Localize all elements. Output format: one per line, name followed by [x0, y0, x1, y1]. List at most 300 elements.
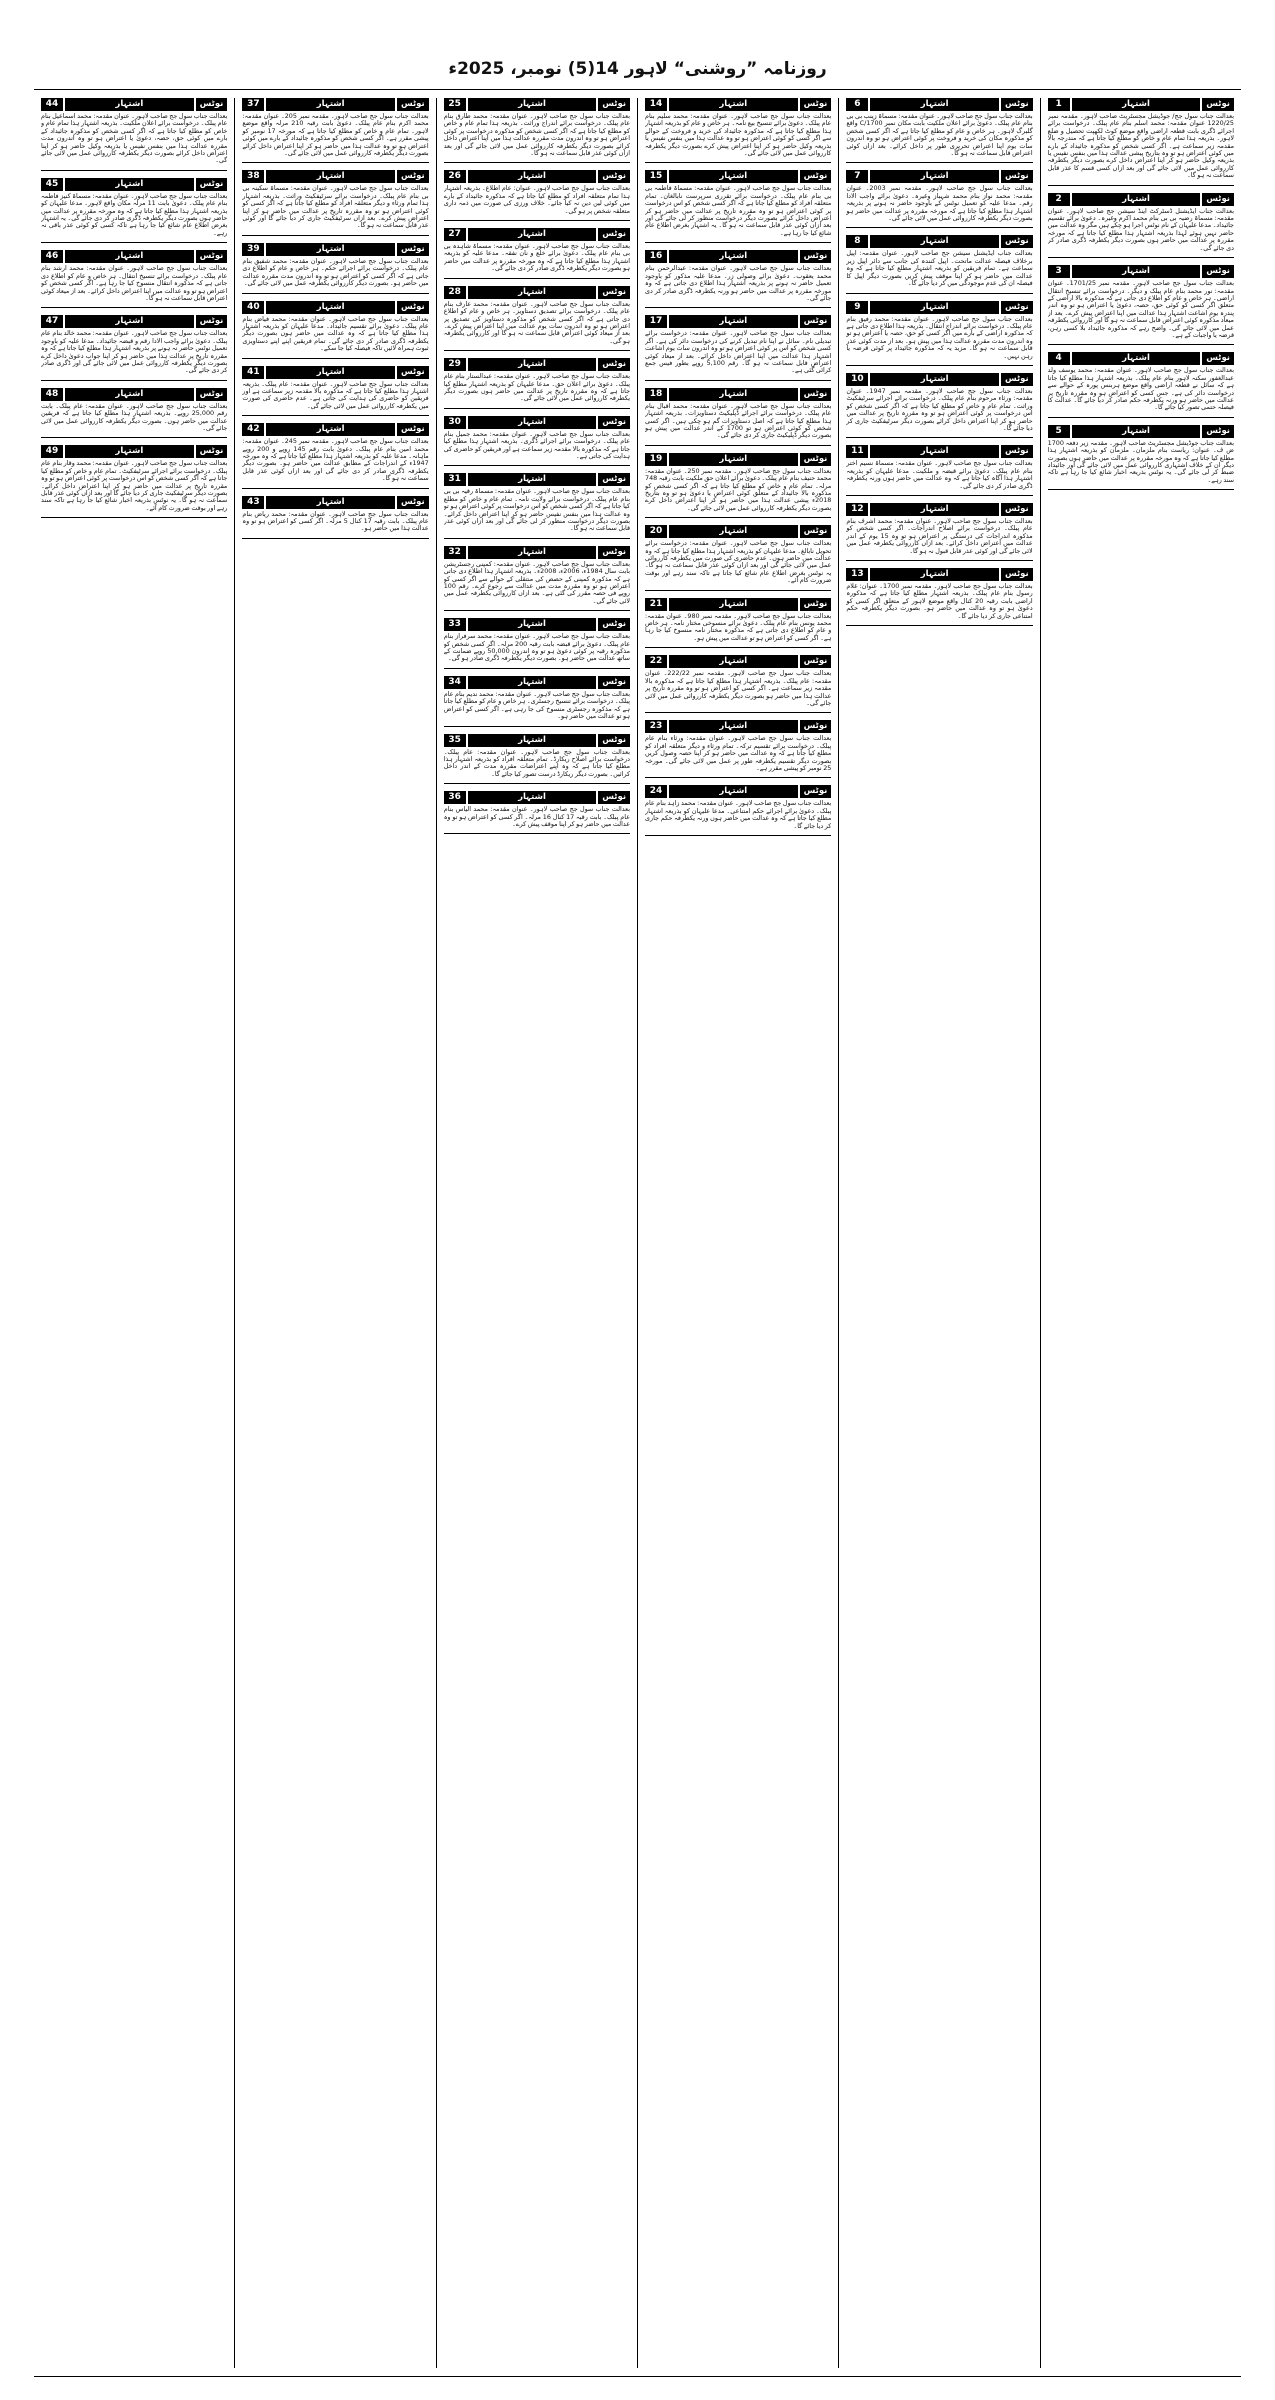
- notice-paragraph: بعدالت جناب سول جج صاحب لاہور۔ عنوان مقدمہ: مسماۃ کنیز فاطمہ بنام عام پبلک۔ دعویٰ بابت 11 مرلہ مکان واقع لاہور۔ مدعا علیہان کو بذریعہ اشتہار ہذا مطلع کیا جاتا ہے کہ وہ مورخہ مقررہ پر عدالت میں حاضر ہوں بصورت دیگر یکطرفہ ڈگری صادر کر دی جائے گی۔ یہ اشتہار بغرض اطلاع عام شائع کیا جا رہا ہے تاکہ کسی کو کوئی عذر باقی نہ رہے۔: [41, 192, 228, 237]
- notice-label: نوٹس: [397, 170, 429, 183]
- notice-divider: [444, 783, 630, 784]
- notice-header: [41, 445, 227, 458]
- notice-title: اشتہار: [1072, 425, 1201, 438]
- legal-notice: [444, 170, 630, 221]
- notice-label: نوٹس: [800, 170, 832, 183]
- notice-title: اشتہار: [65, 98, 194, 111]
- notice-number: 22: [645, 655, 667, 668]
- notice-label: نوٹس: [598, 618, 630, 631]
- notice-body: [444, 749, 630, 781]
- notice-label: نوٹس: [598, 416, 630, 429]
- notice-body: [242, 511, 428, 535]
- notice-header: [645, 250, 831, 263]
- notice-header: [645, 785, 831, 798]
- notice-header: [444, 734, 630, 747]
- notice-body: [444, 431, 630, 463]
- notice-paragraph: بعدالت جناب سول جج صاحب لاہور۔ عنوان مقدمہ: محمد الیاس بنام عام پبلک۔ بابت رقبہ 17 کنال 16 مرلہ۔ اگر کسی کو اعتراض ہو تو وہ عدالت میں حاضر ہو کر اپنا موقف پیش کرے۔: [443, 806, 631, 828]
- notice-title: اشتہار: [266, 98, 395, 111]
- notice-header: [41, 98, 227, 111]
- notice-paragraph: بعدالت جناب سول جج صاحب لاہور۔ عنوان مقدمہ: درخواست برائے تحویل نابالغ۔ مدعا علیہان کو بذریعہ اشتہار ہذا مطلع کیا جاتا ہے کہ وہ عدالت میں حاضر ہوں۔ عدم حاضری کی صورت میں یکطرفہ کارروائی عمل میں لائی جائے گی اور بعد ازاں کوئی عذر قابل سماعت نہ ہو گا۔ یہ نوٹس بغرض اطلاع عام شائع کیا جاتا ہے تاکہ سند رہے اور بوقت ضرورت کام آئے۔: [645, 540, 832, 585]
- notice-title: اشتہار: [669, 785, 798, 798]
- notice-body: [645, 185, 831, 239]
- notice-divider: [41, 517, 227, 518]
- notice-number: 18: [645, 388, 667, 401]
- notice-number: 20: [645, 525, 667, 538]
- notice-title: اشتہار: [669, 170, 798, 183]
- notice-header: [444, 170, 630, 183]
- notice-divider: [444, 610, 630, 611]
- notice-title: اشتہار: [870, 445, 999, 458]
- notice-header: [645, 720, 831, 733]
- notice-divider: [846, 560, 1032, 561]
- legal-notice: [242, 496, 428, 539]
- notice-body: [645, 403, 831, 442]
- notice-label: نوٹس: [1001, 98, 1033, 111]
- notice-title: اشتہار: [468, 416, 597, 429]
- notice-label: نوٹس: [598, 473, 630, 486]
- legal-notice: [645, 720, 831, 778]
- notice-divider: [242, 488, 428, 489]
- notice-number: 2: [1048, 193, 1070, 206]
- notice-divider: [846, 293, 1032, 294]
- legal-notice: [1048, 265, 1234, 345]
- notice-paragraph: بعدالت جناب سول جج صاحب لاہور۔ عنوان مقدمہ: ورثاء بنام عام پبلک۔ درخواست برائے تقسیم ترکہ۔ تمام ورثاء و دیگر متعلقہ افراد کو مطلع کیا جاتا ہے کہ وہ عدالت میں حاضر ہو کر اپنا حصہ وصول کریں بصورت دیگر تقسیم یکطرفہ طور پر عمل میں لائی جائے گی۔ مورخہ 25 نومبر کو پیشی مقرر ہے۔: [645, 735, 832, 772]
- notice-title: اشتہار: [468, 676, 597, 689]
- notice-header: [645, 388, 831, 401]
- notice-body: [645, 330, 831, 376]
- notice-label: نوٹس: [598, 358, 630, 371]
- notice-header: [1048, 265, 1234, 278]
- legal-notice: [242, 243, 428, 294]
- notice-title: اشتہار: [1072, 98, 1201, 111]
- notice-header: [645, 598, 831, 611]
- legal-notice: [1048, 425, 1234, 490]
- notice-number: 29: [444, 358, 466, 371]
- notice-paragraph: بعدالت جناب سول جج صاحب لاہور۔ عنوان مقدمہ: مسماۃ شاہدہ بی بی بنام عام پبلک۔ دعویٰ برائے خلع و نان نفقہ۔ مدعا علیہ کو بذریعہ اشتہار ہذا مطلع کیا جاتا ہے کہ وہ مورخہ مقررہ پر عدالت میں حاضر ہو بصورت دیگر یکطرفہ ڈگری صادر کر دی جائے گی۔: [443, 243, 631, 273]
- legal-notice: [645, 98, 831, 163]
- notice-header: [242, 366, 428, 379]
- notice-header: [444, 98, 630, 111]
- notice-body: [645, 800, 831, 832]
- legal-notice: [444, 676, 630, 727]
- notice-paragraph: بعدالت جناب سول جج صاحب لاہور۔ عنوان مقدمہ: مسماۃ زینب بی بی بنام عام پبلک۔ دعویٰ برائے اعلان ملکیت بابت مکان نمبر 1700/C واقع گلبرگ لاہور۔ ہر خاص و عام کو مطلع کیا جاتا ہے کہ اگر کسی شخص کو مذکورہ مکان کی خرید و فروخت پر کوئی اعتراض ہو تو وہ اندرون سات یوم اپنا اعتراض تحریری طور پر داخل کرائے۔ بعد ازاں کوئی اعتراض قابل سماعت نہ ہو گا۔: [846, 113, 1033, 158]
- notice-body: [1048, 113, 1234, 182]
- notice-label: نوٹس: [800, 388, 832, 401]
- notice-body: [41, 113, 227, 167]
- notice-title: اشتہار: [65, 388, 194, 401]
- notice-title: اشتہار: [468, 228, 597, 241]
- notice-label: نوٹس: [598, 734, 630, 747]
- notice-body: [1048, 367, 1234, 413]
- notice-body: [242, 258, 428, 290]
- notice-number: 36: [444, 791, 466, 804]
- newspaper-column: [34, 98, 234, 2368]
- notice-title: اشتہار: [266, 170, 395, 183]
- notice-body: [645, 670, 831, 709]
- notice-header: [444, 676, 630, 689]
- notice-body: [242, 381, 428, 413]
- notice-body: [242, 438, 428, 484]
- notice-body: [444, 185, 630, 217]
- notice-number: 11: [846, 445, 868, 458]
- notice-body: [645, 265, 831, 304]
- notice-number: 13: [846, 568, 868, 581]
- notice-label: نوٹس: [397, 366, 429, 379]
- notice-paragraph: بعدالت جناب سول جج صاحب لاہور۔ عنوان مقدمہ: محمد اسماعیل بنام عام پبلک۔ درخواست برائے اعلان ملکیت۔ بذریعہ اشتہار ہذا تمام عام و خاص کو مطلع کیا جاتا ہے کہ اگر کسی شخص کو مذکورہ جائیداد کے بارے میں کوئی حق، حصہ، دعویٰ یا اعتراض ہو تو وہ اندرون مدت مقررہ عدالت ہذا میں بنفس نفیس یا بذریعہ وکیل حاضر ہو کر اپنا اعتراض داخل کرائے بصورت دیگر یکطرفہ کارروائی عمل میں لائی جائے گی۔: [41, 113, 228, 165]
- legal-notice: [444, 618, 630, 669]
- notice-body: [41, 460, 227, 514]
- notice-header: [41, 315, 227, 328]
- legal-notice: [846, 503, 1032, 561]
- notice-number: 3: [1048, 265, 1070, 278]
- notice-paragraph: بعدالت جناب سول جج صاحب لاہور۔ مقدمہ نمبر 980۔ عنوان مقدمہ: محمد یونس بنام عام پبلک۔ دعویٰ برائے منسوخی مختار نامہ۔ ہر خاص و عام کو اطلاع دی جاتی ہے کہ مذکورہ مختار نامہ منسوخ کیا جا رہا ہے۔ اگر کسی کو اعتراض ہو تو عدالت میں پیش ہو۔: [645, 612, 832, 642]
- notice-number: 15: [645, 170, 667, 183]
- notice-header: [444, 286, 630, 299]
- notice-body: [846, 250, 1032, 289]
- notice-label: نوٹس: [196, 250, 228, 263]
- notice-body: [846, 518, 1032, 557]
- notice-header: [1048, 425, 1234, 438]
- notice-title: اشتہار: [669, 98, 798, 111]
- legal-notice: [242, 98, 428, 163]
- notice-header: [444, 618, 630, 631]
- notice-divider: [846, 365, 1032, 366]
- notice-divider: [846, 625, 1032, 626]
- legal-notice: [645, 453, 831, 518]
- notice-label: نوٹس: [598, 286, 630, 299]
- notice-title: اشتہار: [468, 286, 597, 299]
- notice-number: 30: [444, 416, 466, 429]
- notice-header: [1048, 193, 1234, 206]
- notice-header: [41, 178, 227, 191]
- notice-paragraph: بعدالت جناب ایڈیشنل سیشن جج صاحب لاہور۔ عنوان مقدمہ: اپیل برخلاف فیصلہ عدالت ماتحت۔ اپیل کنندہ کی جانب سے دائر اپیل زیر سماعت ہے۔ تمام فریقین کو بذریعہ اشتہار مطلع کیا جاتا ہے کہ وہ عدالت میں حاضر ہو کر اپنا موقف پیش کریں بصورت دیگر اپیل کا فیصلہ ان کی عدم موجودگی میں کر دیا جائے گا۔: [846, 250, 1033, 288]
- legal-notice: [444, 98, 630, 163]
- legal-notice: [645, 250, 831, 308]
- notice-number: 41: [242, 366, 264, 379]
- notice-number: 27: [444, 228, 466, 241]
- legal-notice: [1048, 98, 1234, 186]
- notice-number: 38: [242, 170, 264, 183]
- legal-notice: [846, 98, 1032, 163]
- notice-paragraph: بعدالت جناب سول جج صاحب لاہور۔ مقدمہ نمبر 1947۔ عنوان مقدمہ: ورثاء مرحوم بنام عام پبلک۔ درخواست برائے اجرائے سرٹیفکیٹ وراثت۔ تمام عام و خاص کو مطلع کیا جاتا ہے کہ اگر کسی شخص کو اس درخواست پر کوئی اعتراض ہو تو وہ مقررہ تاریخ پر عدالت میں حاضر ہو کر اپنا اعتراض داخل کرائے بصورت دیگر سرٹیفکیٹ جاری کر دیا جائے گا۔: [846, 387, 1033, 432]
- legal-notice: [846, 373, 1032, 438]
- notice-label: نوٹس: [800, 315, 832, 328]
- notice-body: [444, 243, 630, 275]
- notice-number: 49: [41, 445, 63, 458]
- notice-divider: [645, 307, 831, 308]
- notice-number: 34: [444, 676, 466, 689]
- notice-number: 25: [444, 98, 466, 111]
- legal-notice: [444, 546, 630, 611]
- legal-notice: [846, 445, 1032, 496]
- notice-number: 23: [645, 720, 667, 733]
- notice-divider: [242, 538, 428, 539]
- newspaper-column: [436, 98, 637, 2368]
- notice-divider: [41, 170, 227, 171]
- notice-divider: [1048, 344, 1234, 345]
- legal-notice: [444, 791, 630, 834]
- notice-number: 24: [645, 785, 667, 798]
- notice-header: [242, 170, 428, 183]
- notice-number: 17: [645, 315, 667, 328]
- notice-body: [242, 316, 428, 355]
- notice-body: [444, 373, 630, 405]
- legal-notice: [645, 525, 831, 590]
- legal-notice: [242, 170, 428, 235]
- notice-paragraph: بعدالت جناب سول جج صاحب لاہور۔ عنوان مقدمہ: محمد جمیل بنام عام پبلک۔ درخواست برائے اجرائے ڈگری۔ بذریعہ اشتہار ہذا مطلع کیا جاتا ہے کہ مذکورہ بالا مقدمہ زیر سماعت ہے اور فریقین کو حاضری کی ہدایت کی جاتی ہے۔: [443, 430, 631, 460]
- notice-label: نوٹس: [196, 388, 228, 401]
- notice-label: نوٹس: [598, 791, 630, 804]
- notice-header: [444, 546, 630, 559]
- legal-notice: [846, 170, 1032, 228]
- notice-label: نوٹس: [598, 170, 630, 183]
- notice-title: اشتہار: [266, 423, 395, 436]
- notice-divider: [242, 235, 428, 236]
- legal-notice: [444, 473, 630, 538]
- notice-body: [41, 403, 227, 435]
- notice-title: اشتہار: [669, 720, 798, 733]
- notice-body: [444, 301, 630, 347]
- notice-paragraph: بعدالت جناب سول جج صاحب لاہور۔ عنوان مقدمہ: محمد سلیم بنام عام پبلک۔ دعویٰ برائے تنسیخ بیع نامہ۔ ہر خاص و عام کو بذریعہ اشتہار ہذا مطلع کیا جاتا ہے کہ مذکورہ جائیداد کی خرید و فروخت کے حوالے سے اگر کسی کو کوئی اعتراض ہو تو وہ عدالت ہذا میں بنفس نفیس یا بذریعہ وکیل حاضر ہو کر اپنا اعتراض پیش کرے بصورت دیگر یکطرفہ کارروائی عمل میں لائی جائے گی۔: [645, 113, 832, 158]
- legal-notice: [41, 388, 227, 439]
- notice-divider: [242, 162, 428, 163]
- newspaper-column: [1040, 98, 1241, 2368]
- notice-header: [242, 301, 428, 314]
- notice-paragraph: بعدالت جناب سول جج صاحب لاہور۔ عنوان مقدمہ: کمپنی رجسٹریشن بابت سال 1984ء، 2006ء، 2008ء۔ بذریعہ اشتہار ہذا اطلاع دی جاتی ہے کہ مذکورہ کمپنی کے حصص کی منتقلی کے حوالے سے اگر کسی کو اعتراض ہو تو وہ مقررہ مدت میں عدالت سے رجوع کرے۔ رقم 100 روپے فی حصہ مقرر کی گئی ہے۔ بعد ازاں کارروائی یکطرفہ عمل میں لائی جائے گی۔: [443, 560, 631, 605]
- notice-divider: [645, 380, 831, 381]
- notice-paragraph: بعدالت جناب ایڈیشنل ڈسٹرکٹ اینڈ سیشن جج صاحب لاہور۔ عنوان مقدمہ: مسماۃ رضیہ بی بی بنام محمد اکرم وغیرہ۔ دعویٰ برائے تقسیم جائیداد۔ مدعا علیہان کے نام نوٹس اجرا ہو چکے ہیں مگر وہ عدالت میں حاضر نہیں ہوئے لہذا بذریعہ اشتہار ہذا مطلع کیا جاتا ہے کہ مورخہ مقررہ پر عدالت میں حاضر ہوں بصورت دیگر یکطرفہ ڈگری صادر کر دی جائے گی۔: [1047, 207, 1234, 252]
- notice-header: [242, 423, 428, 436]
- notice-title: اشتہار: [669, 315, 798, 328]
- notice-body: [242, 185, 428, 231]
- notice-label: نوٹس: [800, 720, 832, 733]
- notice-divider: [242, 358, 428, 359]
- notice-divider: [444, 220, 630, 221]
- notice-paragraph: بعدالت جناب سول جج صاحب لاہور۔ عنوان مقدمہ: محمد خالد بنام عام پبلک۔ دعویٰ برائے واجب الادا رقم و قبضہ جائیداد۔ مدعا علیہ کو باوجود تعمیل نوٹس حاضر نہ ہونے پر بذریعہ اشتہار ہذا مطلع کیا جاتا ہے کہ وہ مقررہ تاریخ پر عدالت ہذا میں حاضر ہو کر اپنا جواب دعویٰ داخل کرے بصورت دیگر یکطرفہ کارروائی عمل میں لائی جائے گی اور ڈگری صادر کر دی جائے گی۔: [41, 330, 228, 375]
- legal-notice: [645, 598, 831, 649]
- notice-title: اشتہار: [468, 170, 597, 183]
- notice-header: [1048, 98, 1234, 111]
- notice-divider: [645, 777, 831, 778]
- notice-divider: [645, 517, 831, 518]
- notice-title: اشتہار: [468, 546, 597, 559]
- legal-notice: [645, 388, 831, 446]
- notice-paragraph: بعدالت جناب سول جج صاحب لاہور۔ عنوان مقدمہ: محمد شفیق بنام عام پبلک۔ درخواست برائے اجرائے حکم۔ ہر خاص و عام کو اطلاع دی جاتی ہے کہ اگر کسی کو اعتراض ہو تو وہ اندرون مدت مقررہ عدالت میں حاضر ہو۔ بصورت دیگر کارروائی یکطرفہ عمل میں لائی جائے گی۔: [242, 257, 429, 288]
- newspaper-column: [838, 98, 1039, 2368]
- notice-title: اشتہار: [65, 445, 194, 458]
- notice-header: [444, 416, 630, 429]
- notice-title: اشتہار: [266, 496, 395, 509]
- notice-divider: [444, 833, 630, 834]
- legal-notice: [1048, 352, 1234, 417]
- notice-label: نوٹس: [1202, 193, 1234, 206]
- notice-divider: [444, 726, 630, 727]
- notice-header: [444, 791, 630, 804]
- notice-paragraph: بعدالت جناب سول جج صاحب لاہور۔ عنوان مقدمہ: مسماۃ نسیم اختر بنام عام پبلک۔ دعویٰ برائے قبضہ و ملکیت۔ مدعا علیہان کو بذریعہ اشتہار ہذا آگاہ کیا جاتا ہے کہ وہ عدالت میں حاضر ہوں ورنہ یکطرفہ ڈگری صادر کر دی جائے گی۔: [846, 460, 1033, 490]
- notice-divider: [645, 712, 831, 713]
- legal-notice: [41, 178, 227, 243]
- notice-header: [846, 301, 1032, 314]
- notice-label: نوٹس: [800, 453, 832, 466]
- notice-label: نوٹس: [1202, 352, 1234, 365]
- notice-paragraph: بعدالت جناب سول جج صاحب لاہور۔ مقدمہ نمبر 1701/25۔ عنوان مقدمہ: نور محمد بنام عام پبلک و دیگر۔ درخواست برائے تنسیخ انتقال اراضی۔ ہر خاص و عام کو اطلاع دی جاتی ہے کہ مذکورہ بالا اراضی کے متعلق اگر کسی کو کوئی حق، حصہ، دعویٰ یا اعتراض ہو تو وہ اندر پندرہ یوم اشاعت اشتہار ہذا عدالت میں اپنا اعتراض پیش کرے۔ بعد از میعاد مذکورہ کوئی اعتراض قابل سماعت نہ ہو گا اور کارروائی یکطرفہ عمل میں لائی جائے گی۔ واضح رہے کہ مذکورہ جائیداد بلا کسی رہن، قرضہ یا واجبات کے ہے۔: [1047, 280, 1234, 339]
- legal-notice: [242, 301, 428, 359]
- notice-paragraph: بعدالت جناب سول جج صاحب لاہور۔ عنوان مقدمہ: محمد سرفراز بنام عام پبلک۔ دعویٰ برائے قبضہ بابت رقبہ 200 مرلہ۔ اگر کسی شخص کو مذکورہ رقبہ پر کوئی دعویٰ ہو تو وہ اندرون 50,000 روپے ضمانت کے ساتھ عدالت میں حاضر ہو۔ بصورت دیگر یکطرفہ ڈگری صادر ہو گی۔: [443, 633, 631, 663]
- notice-label: نوٹس: [800, 785, 832, 798]
- notice-body: [645, 613, 831, 645]
- notice-header: [41, 388, 227, 401]
- notice-number: 9: [846, 301, 868, 314]
- masthead: [34, 58, 1241, 85]
- notice-paragraph: بعدالت جناب سول جج صاحب لاہور۔ عنوان مقدمہ: درخواست برائے تبدیلی نام۔ سائل نے اپنا نام تبدیل کرنے کی درخواست دائر کی ہے۔ اگر کسی شخص کو اس پر کوئی اعتراض ہو تو وہ اندرون سات یوم اشاعت اشتہار ہذا عدالت میں اپنا اعتراض داخل کرائے۔ بعد از میعاد کوئی اعتراض قابل سماعت نہ ہو گا۔ رقم 5,100 روپے بطور فیس جمع کرائی گئی ہے۔: [645, 330, 832, 375]
- notice-body: [645, 468, 831, 514]
- notice-divider: [645, 647, 831, 648]
- notice-paragraph: بعدالت جناب سول جج صاحب لاہور۔ عنوان: عام اطلاع۔ بذریعہ اشتہار ہذا تمام متعلقہ افراد کو مطلع کیا جاتا ہے کہ مذکورہ جائیداد کے بارے میں کوئی لین دین نہ کیا جائے۔ خلاف ورزی کی صورت میں ذمہ داری متعلقہ شخص پر ہو گی۔: [443, 185, 631, 215]
- legal-notice: [444, 228, 630, 279]
- notice-divider: [645, 590, 831, 591]
- legal-notice: [846, 235, 1032, 293]
- notice-title: اشتہار: [65, 250, 194, 263]
- notice-paragraph: بعدالت جناب سول جج صاحب لاہور۔ عنوان مقدمہ: مسماۃ سکینہ بی بی بنام عام پبلک۔ درخواست برائے سرٹیفکیٹ وراثت۔ بذریعہ اشتہار ہذا تمام ورثاء و دیگر متعلقہ افراد کو مطلع کیا جاتا ہے کہ اگر کسی کو کوئی اعتراض ہو تو وہ مقررہ تاریخ پر عدالت میں حاضر ہو کر اپنا اعتراض پیش کرے۔ بعد ازاں سرٹیفکیٹ جاری کر دیا جائے گا اور کوئی عذر قابل سماعت نہ ہو گا۔: [242, 185, 429, 230]
- notice-paragraph: بعدالت جناب سول جج صاحب لاہور۔ عنوان مقدمہ: محمد اقبال بنام عام پبلک۔ درخواست برائے اجرائے ڈپلیکیٹ دستاویزات۔ بذریعہ اشتہار ہذا مطلع کیا جاتا ہے کہ اصل دستاویزات گم ہو چکی ہیں۔ اگر کسی شخص کو کوئی اعتراض ہو تو 1700 کے اندر عدالت میں پیش ہو بصورت دیگر ڈپلیکیٹ جاری کر دی جائے گی۔: [645, 402, 832, 440]
- notice-label: نوٹس: [397, 301, 429, 314]
- notice-number: 1: [1048, 98, 1070, 111]
- notice-body: [444, 633, 630, 665]
- notice-label: نوٹس: [196, 445, 228, 458]
- notice-title: اشتہار: [669, 655, 798, 668]
- notice-number: 35: [444, 734, 466, 747]
- notice-header: [242, 243, 428, 256]
- notice-title: اشتہار: [870, 301, 999, 314]
- notice-label: نوٹس: [1202, 425, 1234, 438]
- notice-body: [846, 460, 1032, 492]
- notice-body: [846, 316, 1032, 362]
- notice-label: نوٹس: [1202, 98, 1234, 111]
- notice-header: [41, 250, 227, 263]
- notice-divider: [41, 242, 227, 243]
- notice-divider: [444, 465, 630, 466]
- notice-title: اشتہار: [468, 791, 597, 804]
- notice-body: [242, 113, 428, 159]
- notice-divider: [41, 307, 227, 308]
- notice-label: نوٹس: [397, 496, 429, 509]
- notice-number: 45: [41, 178, 63, 191]
- newspaper-column: [637, 98, 838, 2368]
- notice-label: نوٹس: [800, 655, 832, 668]
- notice-paragraph: بعدالت جناب سول جج صاحب لاہور۔ مقدمہ نمبر 222/22۔ عنوان مقدمہ: عام پبلک۔ بذریعہ اشتہار ہذا مطلع کیا جاتا ہے کہ مذکورہ بالا مقدمہ زیر سماعت ہے۔ اگر کسی کو اعتراض ہو تو وہ مقررہ تاریخ پر عدالت ہذا میں حاضر ہو بصورت دیگر یکطرفہ کارروائی عمل میں لائی جائے گی۔: [645, 670, 832, 707]
- notice-header: [846, 568, 1032, 581]
- notice-body: [41, 193, 227, 239]
- notice-header: [444, 228, 630, 241]
- notice-title: اشتہار: [669, 598, 798, 611]
- notice-number: 19: [645, 453, 667, 466]
- notice-label: نوٹس: [800, 250, 832, 263]
- notice-paragraph: بعدالت جناب سول جج صاحب لاہور۔ مقدمہ نمبر 245۔ عنوان مقدمہ: محمد امین بنام عام پبلک۔ دعویٰ بابت رقم 145 روپے و 200 روپے ماہانہ۔ مدعا علیہ کو بذریعہ اشتہار ہذا مطلع کیا جاتا ہے کہ وہ مورخہ 1947ء کے اندراجات کے مطابق عدالت میں حاضر ہو۔ بصورت دیگر یکطرفہ ڈگری صادر کر دی جائے گی اور بعد ازاں کوئی عذر قابل سماعت نہ ہو گا۔: [242, 438, 429, 483]
- notice-divider: [1048, 417, 1234, 418]
- notice-header: [846, 445, 1032, 458]
- notice-divider: [846, 437, 1032, 438]
- notice-divider: [645, 835, 831, 836]
- notice-title: اشتہار: [468, 98, 597, 111]
- notice-title: اشتہار: [870, 373, 999, 386]
- notice-label: نوٹس: [1001, 503, 1033, 516]
- notice-title: اشتہار: [468, 618, 597, 631]
- notice-divider: [444, 278, 630, 279]
- notice-paragraph: بعدالت جناب سول جج صاحب لاہور۔ عنوان مقدمہ: محمد زاہد بنام عام پبلک۔ دعویٰ برائے اجرائے حکم امتناعی۔ مدعا علیہان کو بذریعہ اشتہار مطلع کیا جاتا ہے کہ وہ عدالت میں حاضر ہوں ورنہ یکطرفہ حکم جاری کر دیا جائے گا۔: [645, 800, 832, 830]
- notice-paragraph: بعدالت جناب سول جج صاحب لاہور۔ عنوان مقدمہ: محمد ریاض بنام عام پبلک۔ بابت رقبہ 17 کنال 5 مرلہ۔ اگر کسی کو اعتراض ہو تو وہ عدالت ہذا میں حاضر ہو۔: [242, 510, 429, 533]
- notice-divider: [1048, 185, 1234, 186]
- notice-number: 10: [846, 373, 868, 386]
- notice-number: 47: [41, 315, 63, 328]
- notice-body: [846, 113, 1032, 159]
- notice-paragraph: بعدالت جناب سول جج صاحب لاہور۔ مقدمہ نمبر 250۔ عنوان مقدمہ: محمد حنیف بنام عام پبلک۔ دعویٰ برائے اعلان حق ملکیت بابت رقبہ 748 مرلہ۔ تمام عام و خاص کو مطلع کیا جاتا ہے کہ اگر کسی شخص کو مذکورہ بالا جائیداد کے متعلق کوئی اعتراض یا دعویٰ ہو تو وہ بتاریخ 2018ء پیشی عدالت ہذا میں حاضر ہو کر اپنا اعتراض داخل کرے بصورت دیگر یکطرفہ کارروائی عمل میں لائی جائے گی۔: [645, 467, 832, 512]
- notice-divider: [1048, 489, 1234, 490]
- notice-body: [444, 691, 630, 723]
- notice-header: [846, 235, 1032, 248]
- notice-header: [645, 525, 831, 538]
- notice-title: اشتہار: [870, 170, 999, 183]
- notice-header: [645, 315, 831, 328]
- notice-divider: [846, 162, 1032, 163]
- legal-notice: [444, 286, 630, 351]
- notice-title: اشتہار: [1072, 193, 1201, 206]
- notice-divider: [41, 437, 227, 438]
- notice-title: اشتہار: [669, 525, 798, 538]
- notice-paragraph: بعدالت جناب جوڈیشل مجسٹریٹ صاحب لاہور۔ مقدمہ زیر دفعہ 1700 ض ف۔ عنوان: ریاست بنام ملزمان۔ ملزمان کو بذریعہ اشتہار ہذا مطلع کیا جاتا ہے کہ وہ مورخہ مقررہ پر عدالت میں حاضر ہوں بصورت دیگر ان کے خلاف اشتہاری کارروائی عمل میں لائی جائے گی اور جائیداد ضبط کر لی جائے گی۔ یہ نوٹس بذریعہ اخبار شائع کیا جا رہا ہے تاکہ سند رہے۔: [1047, 439, 1234, 484]
- notice-label: نوٹس: [1001, 235, 1033, 248]
- notice-divider: [846, 227, 1032, 228]
- notice-label: نوٹس: [800, 598, 832, 611]
- notice-label: نوٹس: [196, 98, 228, 111]
- notice-body: [846, 388, 1032, 434]
- notice-paragraph: بعدالت جناب سول جج صاحب لاہور۔ عنوان مقدمہ: محمد ارشد بنام عام پبلک۔ درخواست برائے تنسیخ انتقال۔ ہر خاص و عام کو اطلاع دی جاتی ہے کہ مذکورہ انتقال منسوخ کیا جا رہا ہے۔ اگر کسی شخص کو اعتراض ہو تو وہ عدالت میں اپنا اعتراض داخل کرائے۔ بعد از میعاد کوئی اعتراض قابل سماعت نہ ہو گا۔: [41, 265, 228, 302]
- notice-title: اشتہار: [468, 473, 597, 486]
- notice-body: [444, 561, 630, 607]
- notice-body: [645, 113, 831, 159]
- notice-header: [846, 98, 1032, 111]
- notice-paragraph: بعدالت جناب سول جج صاحب لاہور۔ عنوان مقدمہ: محمد عارف بنام عام پبلک۔ درخواست برائے تصدیق دستاویز۔ ہر خاص و عام کو اطلاع دی جاتی ہے کہ اگر کسی شخص کو مذکورہ دستاویز کی تصدیق پر اعتراض ہو تو وہ اندرون سات یوم عدالت میں اپنا اعتراض پیش کرے۔ بعد از میعاد کوئی اعتراض قابل سماعت نہ ہو گا اور کارروائی یکطرفہ ہو گی۔: [443, 300, 631, 345]
- notice-paragraph: بعدالت جناب سول جج صاحب لاہور۔ عنوان مقدمہ: عام پبلک۔ بذریعہ اشتہار ہذا مطلع کیا جاتا ہے کہ مذکورہ بالا مقدمہ زیر سماعت ہے اور فریقین کو حاضری کی ہدایت کی جاتی ہے۔ عدم حاضری کی صورت میں یکطرفہ کارروائی عمل میں لائی جائے گی۔: [242, 380, 429, 410]
- masthead-text: روزنامہ ”روشنی“ لاہور 14(5) نومبر، 2025ء: [448, 59, 827, 79]
- notice-title: اشتہار: [65, 178, 194, 191]
- notice-title: اشتہار: [266, 301, 395, 314]
- notice-divider: [846, 495, 1032, 496]
- notice-title: اشتہار: [669, 453, 798, 466]
- notice-divider: [444, 350, 630, 351]
- notice-body: [444, 806, 630, 830]
- notice-body: [645, 540, 831, 586]
- notice-number: 8: [846, 235, 868, 248]
- notice-paragraph: بعدالت جناب سول جج صاحب لاہور۔ عنوان مقدمہ: محمد طارق بنام عام پبلک۔ درخواست برائے اندراج وراثت۔ بذریعہ ہذا تمام عام و خاص کو مطلع کیا جاتا ہے کہ اگر کسی شخص کو مذکورہ درخواست پر کوئی اعتراض ہو تو وہ اندرون مدت مقررہ عدالت ہذا میں اپنا اعتراض داخل کرائے بصورت دیگر یکطرفہ کارروائی عمل میں لائی جائے گی اور بعد ازاں کوئی عذر قابل سماعت نہ ہو گا۔: [443, 113, 631, 158]
- notice-header: [645, 453, 831, 466]
- notice-body: [1048, 440, 1234, 486]
- footer-rule: [34, 2376, 1241, 2377]
- notice-paragraph: بعدالت جناب سول جج/ جوڈیشل مجسٹریٹ صاحب لاہور۔ مقدمہ نمبر 1220/25 عنوان مقدمہ: محمد اسلم بنام عام پبلک۔ درخواست برائے اجرائے ڈگری بابت قطعہ اراضی واقع موضع کوٹ لکھپت تحصیل و ضلع لاہور۔ بذریعہ ہذا تمام عام و خاص کو مطلع کیا جاتا ہے کہ مندرجہ بالا مقدمہ زیر سماعت ہے۔ اگر کسی شخص کو مذکورہ جائیداد کے بارے میں کوئی اعتراض ہو تو وہ بتاریخ پیشی عدالت ہذا میں بنفس نفیس یا بذریعہ وکیل حاضر ہو کر اپنا اعتراض داخل کرے بصورت دیگر یکطرفہ کارروائی عمل میں لائی جائے گی اور بعد ازاں کسی قسم کا عذر قابل سماعت نہ ہو گا۔: [1047, 113, 1234, 180]
- notice-paragraph: بعدالت جناب سول جج صاحب لاہور۔ عنوان مقدمہ: عام پبلک۔ بابت رقم 25,000 روپے۔ بذریعہ اشتہار ہذا مطلع کیا جاتا ہے کہ فریقین عدالت میں حاضر ہوں۔ بصورت دیگر یکطرفہ کارروائی عمل میں لائی جائے گی۔: [41, 402, 228, 432]
- notice-title: اشتہار: [870, 98, 999, 111]
- notice-header: [846, 373, 1032, 386]
- notice-number: 21: [645, 598, 667, 611]
- legal-notice: [41, 98, 227, 171]
- notice-paragraph: بعدالت جناب سول جج صاحب لاہور۔ عنوان مقدمہ: محمد وقار بنام عام پبلک۔ درخواست برائے اجرائے سرٹیفکیٹ۔ تمام عام و خاص کو مطلع کیا جاتا ہے کہ اگر کسی شخص کو اس درخواست پر کوئی اعتراض ہو تو وہ مقررہ تاریخ پر عدالت میں حاضر ہو کر اپنا اعتراض داخل کرائے۔ بصورت دیگر سرٹیفکیٹ جاری کر دیا جائے گا اور بعد ازاں کوئی عذر قابل سماعت نہ ہو گا۔ یہ نوٹس بذریعہ اخبار شائع کیا جا رہا ہے تاکہ سند رہے اور بوقت ضرورت کام آئے۔: [41, 460, 228, 512]
- legal-notice: [41, 250, 227, 308]
- legal-notice: [645, 655, 831, 713]
- legal-notice: [1048, 193, 1234, 258]
- masthead-rule: [34, 89, 1241, 90]
- notice-label: نوٹس: [1001, 301, 1033, 314]
- notice-body: [1048, 208, 1234, 254]
- notice-divider: [645, 242, 831, 243]
